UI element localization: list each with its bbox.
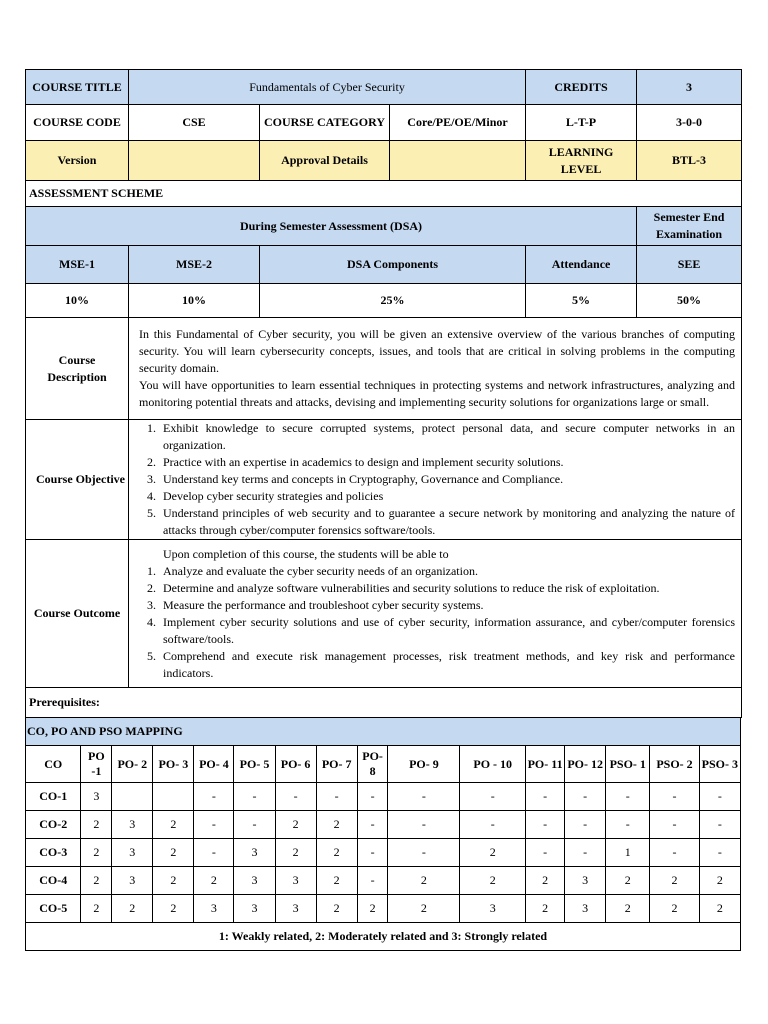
mapping-cell: - — [565, 839, 606, 867]
mapping-cell: 2 — [81, 839, 112, 867]
mapping-cell: 2 — [275, 839, 316, 867]
course-document — [25, 69, 741, 951]
approval-label: Approval Details — [260, 141, 390, 181]
mapping-title: CO, PO AND PSO MAPPING — [26, 718, 741, 746]
mapping-header-cell: PO- 7 — [316, 746, 357, 783]
mapping-cell: - — [650, 839, 699, 867]
mapping-cell: 3 — [275, 895, 316, 923]
mapping-header-cell: PO- 11 — [526, 746, 565, 783]
course-code-label: COURSE CODE — [26, 105, 129, 141]
ltp-label: L-T-P — [526, 105, 637, 141]
mapping-header-cell: PO- 2 — [112, 746, 153, 783]
mapping-header-cell: PO- 4 — [194, 746, 234, 783]
mapping-cell: 2 — [153, 811, 194, 839]
objective-item: 2. Practice with an expertise in academics to design and implement security solutions. — [159, 454, 735, 471]
learning-level-label: LEARNING LEVEL — [526, 141, 637, 181]
mapping-cell: 3 — [565, 895, 606, 923]
mapping-header-row — [26, 746, 741, 783]
course-details-table — [25, 317, 742, 718]
mapping-header-cell: CO — [26, 746, 81, 783]
mapping-cell: 2 — [316, 895, 357, 923]
mapping-co-label: CO-1 — [26, 783, 81, 811]
mapping-header-cell: PO- 8 — [357, 746, 388, 783]
mapping-cell: - — [606, 811, 650, 839]
mapping-cell: - — [460, 811, 526, 839]
course-title-label: COURSE TITLE — [26, 70, 129, 105]
mapping-cell: 3 — [234, 839, 275, 867]
mapping-cell: - — [650, 811, 699, 839]
mapping-cell: - — [357, 867, 388, 895]
objective-item: 1. Exhibit knowledge to secure corrupted systems, protect personal data, and secure computer networks in an organization. — [159, 420, 735, 454]
assessment-scheme-title: ASSESSMENT SCHEME — [26, 181, 742, 207]
mapping-cell: - — [194, 811, 234, 839]
mapping-cell: 2 — [81, 811, 112, 839]
credits-value: 3 — [637, 70, 742, 105]
assessment-col-mse1: MSE-1 — [26, 246, 129, 284]
course-category-label: COURSE CATEGORY — [260, 105, 390, 141]
mapping-cell: - — [526, 783, 565, 811]
mapping-cell: 2 — [460, 867, 526, 895]
mapping-cell: - — [357, 783, 388, 811]
mapping-cell: 2 — [526, 895, 565, 923]
mapping-cell: 2 — [650, 867, 699, 895]
mapping-cell: 2 — [526, 867, 565, 895]
mapping-header-cell: PO- 6 — [275, 746, 316, 783]
mapping-header-cell: PO -1 — [81, 746, 112, 783]
mapping-header-cell: PO- 12 — [565, 746, 606, 783]
mapping-cell: 2 — [650, 895, 699, 923]
mapping-cell: 2 — [699, 867, 740, 895]
mapping-cell: 2 — [81, 895, 112, 923]
mapping-cell: 2 — [275, 811, 316, 839]
mapping-cell: - — [357, 839, 388, 867]
assessment-col-mse2: MSE-2 — [129, 246, 260, 284]
outcome-item: 5. Comprehend and execute risk management processes, risk treatment methods, and key risk and performance indicators. — [159, 648, 735, 682]
course-outcome-label: Course Outcome — [26, 540, 129, 688]
mapping-cell: - — [234, 783, 275, 811]
mapping-cell: 2 — [316, 867, 357, 895]
outcome-item: 3. Measure the performance and troubleshoot cyber security systems. — [159, 597, 735, 614]
mapping-cell: 3 — [234, 895, 275, 923]
course-code-value: CSE — [129, 105, 260, 141]
mapping-row — [26, 783, 741, 811]
assessment-val-mse2: 10% — [129, 284, 260, 318]
mapping-cell: 3 — [234, 867, 275, 895]
mapping-cell: 2 — [153, 895, 194, 923]
mapping-header-cell: PSO- 3 — [699, 746, 740, 783]
mapping-cell: - — [650, 783, 699, 811]
course-outcome-intro: Upon completion of this course, the students will be able to — [163, 546, 449, 561]
assessment-col-see: SEE — [637, 246, 742, 284]
objective-item: 5. Understand principles of web security and to guarantee a secure network by monitoring and analyzing the nature of attacks through cyber/computer forensics software/tools. — [159, 505, 735, 539]
mapping-co-label: CO-3 — [26, 839, 81, 867]
mapping-body — [26, 783, 741, 923]
course-objective-list — [135, 420, 735, 539]
mapping-cell: 2 — [460, 839, 526, 867]
mapping-cell: - — [316, 783, 357, 811]
course-objective-label: Course Objective — [26, 420, 129, 540]
outcome-item: 1. Analyze and evaluate the cyber security needs of an organization. — [159, 563, 735, 580]
course-description-para-2: You will have opportunities to learn essential techniques in protecting systems and network infrastructures, analyzing and monitoring potential threats and attacks, devising and implementing security solutions for organizations large or small. — [139, 378, 735, 409]
assessment-col-attendance: Attendance — [526, 246, 637, 284]
mapping-row — [26, 839, 741, 867]
course-description-label: Course Description — [26, 318, 129, 420]
mapping-cell — [153, 783, 194, 811]
mapping-row — [26, 811, 741, 839]
mapping-cell: 2 — [316, 811, 357, 839]
version-label: Version — [26, 141, 129, 181]
mapping-cell: - — [460, 783, 526, 811]
mapping-header-cell: PO- 9 — [388, 746, 460, 783]
mapping-cell: - — [234, 811, 275, 839]
mapping-cell: - — [699, 811, 740, 839]
co-po-pso-mapping-table — [25, 717, 741, 951]
mapping-cell: - — [526, 839, 565, 867]
mapping-cell: - — [526, 811, 565, 839]
outcome-item: 4. Implement cyber security solutions and use of cyber security, information assurance, and cyber/computer forensics software/tools. — [159, 614, 735, 648]
mapping-header-cell: PO- 3 — [153, 746, 194, 783]
mapping-cell: 3 — [112, 811, 153, 839]
mapping-cell: 3 — [565, 867, 606, 895]
mapping-cell: 3 — [460, 895, 526, 923]
course-title-value: Fundamentals of Cyber Security — [129, 70, 526, 105]
version-value — [129, 141, 260, 181]
objective-item: 4. Develop cyber security strategies and policies — [159, 488, 735, 505]
mapping-cell: 2 — [699, 895, 740, 923]
objective-item: 3. Understand key terms and concepts in Cryptography, Governance and Compliance. — [159, 471, 735, 488]
mapping-cell: - — [565, 783, 606, 811]
mapping-cell: - — [699, 839, 740, 867]
mapping-cell: - — [699, 783, 740, 811]
mapping-cell: - — [565, 811, 606, 839]
prerequisites-label: Prerequisites: — [26, 688, 742, 718]
dsa-label: During Semester Assessment (DSA) — [26, 207, 637, 246]
mapping-cell: 2 — [606, 867, 650, 895]
mapping-cell: 3 — [112, 867, 153, 895]
mapping-cell: 2 — [153, 839, 194, 867]
mapping-cell: 3 — [81, 783, 112, 811]
mapping-cell: - — [388, 839, 460, 867]
mapping-cell: 2 — [388, 895, 460, 923]
credits-label: CREDITS — [526, 70, 637, 105]
mapping-cell: - — [388, 783, 460, 811]
mapping-cell — [112, 783, 153, 811]
course-description-para-1: In this Fundamental of Cyber security, you will be given an extensive overview of the various branches of computing security. You will learn cybersecurity concepts, issues, and tools that are critical in solving problems in the computing security domain. — [139, 327, 735, 375]
mapping-header-cell: PO- 5 — [234, 746, 275, 783]
mapping-header-cell: PSO- 2 — [650, 746, 699, 783]
mapping-cell: - — [388, 811, 460, 839]
course-outcome-list — [135, 563, 735, 682]
mapping-header-cell: PO - 10 — [460, 746, 526, 783]
mapping-cell: 2 — [81, 867, 112, 895]
mapping-cell: 2 — [606, 895, 650, 923]
mapping-cell: 1 — [606, 839, 650, 867]
mapping-cell: - — [194, 839, 234, 867]
mapping-cell: - — [606, 783, 650, 811]
mapping-cell: 2 — [112, 895, 153, 923]
assessment-val-mse1: 10% — [26, 284, 129, 318]
mapping-co-label: CO-4 — [26, 867, 81, 895]
mapping-co-label: CO-5 — [26, 895, 81, 923]
course-header-table — [25, 69, 742, 318]
mapping-header-cell: PSO- 1 — [606, 746, 650, 783]
outcome-item: 2. Determine and analyze software vulnerabilities and security solutions to reduce the risk of exploitation. — [159, 580, 735, 597]
mapping-cell: 2 — [153, 867, 194, 895]
mapping-cell: 2 — [388, 867, 460, 895]
mapping-cell: - — [194, 783, 234, 811]
assessment-val-attendance: 5% — [526, 284, 637, 318]
mapping-cell: 3 — [194, 895, 234, 923]
mapping-co-label: CO-2 — [26, 811, 81, 839]
assessment-val-see: 50% — [637, 284, 742, 318]
assessment-col-dsa: DSA Components — [260, 246, 526, 284]
approval-value — [390, 141, 526, 181]
assessment-val-dsa: 25% — [260, 284, 526, 318]
mapping-cell: 2 — [194, 867, 234, 895]
mapping-cell: 2 — [316, 839, 357, 867]
mapping-row — [26, 895, 741, 923]
mapping-cell: 3 — [112, 839, 153, 867]
mapping-row — [26, 867, 741, 895]
mapping-cell: - — [275, 783, 316, 811]
course-category-value: Core/PE/OE/Minor — [390, 105, 526, 141]
ltp-value: 3-0-0 — [637, 105, 742, 141]
learning-level-value: BTL-3 — [637, 141, 742, 181]
mapping-cell: - — [357, 811, 388, 839]
see-label: Semester End Examination — [637, 207, 742, 246]
mapping-cell: 3 — [275, 867, 316, 895]
mapping-cell: 2 — [357, 895, 388, 923]
mapping-legend: 1: Weakly related, 2: Moderately related and 3: Strongly related — [26, 923, 741, 951]
